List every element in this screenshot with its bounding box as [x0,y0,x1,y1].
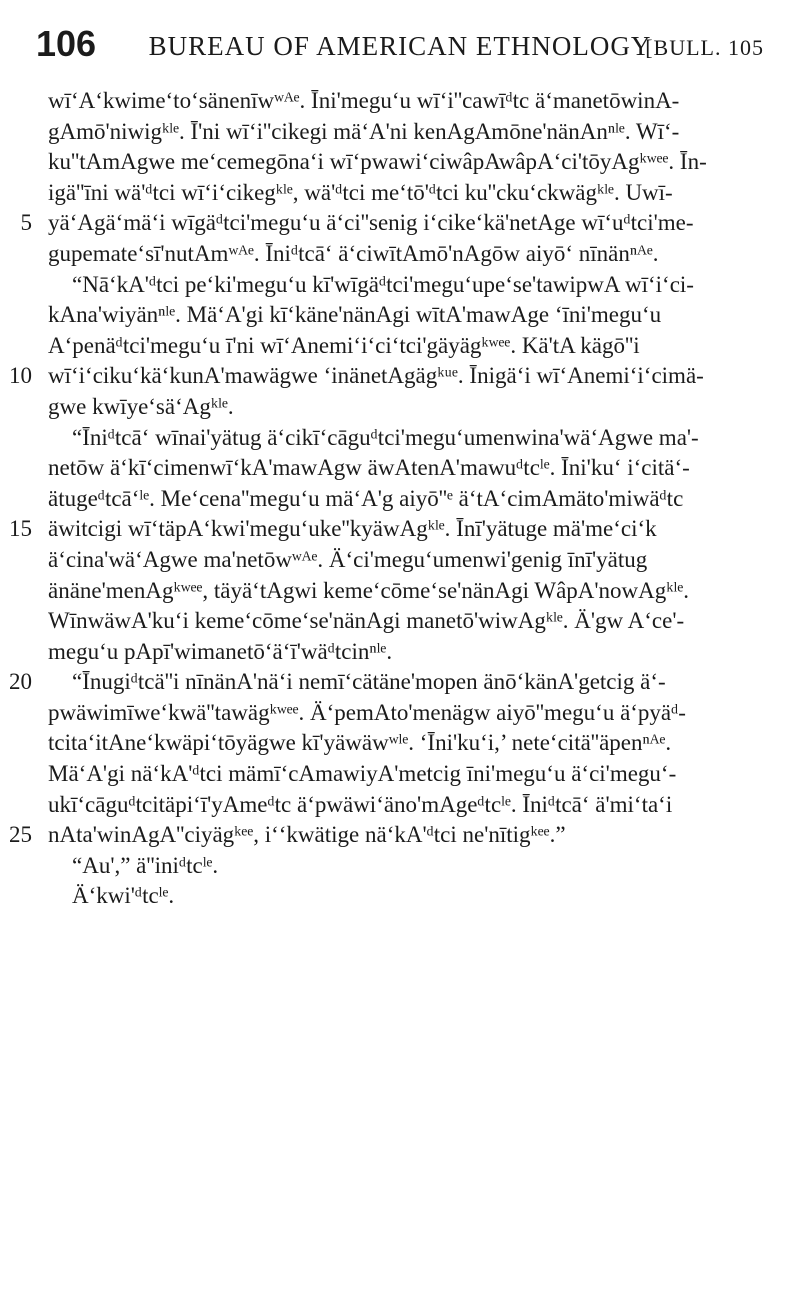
line-text: “Au',” ä''iniᵈtcˡᵉ. [72,852,219,878]
text-line [36,331,764,362]
line-text: ätugeᵈtcāʻˡᵉ. Meʻcena''meguʻu mäʻA'g aiyō''ᵉ äʻtAʻcimAmäto'miwäᵈtc [48,485,684,511]
text-line [20,208,764,239]
text-line [36,147,764,178]
page-number: 106 [36,23,97,64]
line-text: pwäwimīweʻkwä''tawägᵏʷᵉᵉ. ÄʻpemAto'menägw aiyō''meguʻu äʻpyäᵈ- [48,699,686,725]
line-number: 25 [9,822,32,848]
line-text: Aʻpenäᵈtci'meguʻu ī'ni wīʻAnemiʻiʻciʻtci'gäyägᵏʷᵉᵉ. Kä'tA kägō''i [48,332,640,358]
line-number: 10 [9,363,32,389]
text-line [36,392,764,423]
line-text: gupemateʻsī'nutAmʷᴬᵉ. Īniᵈtcāʻ äʻciwītAmō'nAgōw aiyōʻ nīnänⁿᴬᵉ. [48,240,659,266]
text-line [36,300,764,331]
line-text: netōw äʻkīʻcimenwīʻkA'mawAgw äwAtenA'mawuᵈtcˡᵉ. Īni'kuʻ iʻcitäʻ- [48,455,690,481]
line-text: tcitaʻitAneʻkwäpiʻtōyägwe kī'yäwäwʷˡᵉ. ‘Īni'kuʻi,’ neteʻcitä''äpenⁿᴬᵉ. [48,730,672,756]
line-text: MäʻA'gi näʻkA'ᵈtci mämīʻcAmawiyA'metcig īni'meguʻu äʻci'meguʻ- [48,761,677,787]
text-line [36,698,764,729]
line-text: “Īnugiᵈtcä''i nīnänA'näʻi nemīʻcätäne'mopen änōʻkänA'getcig äʻ- [72,669,666,695]
line-text: äʻcina'wäʻAgwe ma'netōwʷᴬᵉ. Äʻci'meguʻumenwi'genig īnī'yätug [48,546,648,572]
text-line [36,728,764,759]
text-line [36,239,764,270]
text-line [36,790,764,821]
text-line [9,514,764,545]
line-text: “Īniᵈtcāʻ wīnai'yätug äʻcikīʻcāguᵈtci'meguʻumenwina'wäʻAgwe ma'- [72,424,699,450]
text-line [9,361,764,392]
text-line [36,576,764,607]
text-line [36,851,764,882]
page-header [36,20,764,68]
line-text: kAna'wiyänⁿˡᵉ. MäʻA'gi kīʻkäne'nänAgi wītA'mawAge ʻīni'meguʻu [48,302,662,328]
line-text: “NāʻkA'ᵈtci peʻki'meguʻu kī'wīgäᵈtci'meguʻupeʻse'tawipwA wīʻiʻci- [72,271,694,297]
line-text: WīnwäwA'kuʻi kemeʻcōmeʻse'nänAgi manetō'wiwAgᵏˡᵉ. Ä'gw Aʻce'- [48,608,685,634]
line-number: 5 [20,210,32,236]
line-text: ukīʻcāguᵈtcitäpiʻī'yAmeᵈtc äʻpwäwiʻäno'mAgeᵈtcˡᵉ. Īniᵈtcāʻ ä'miʻtaʻi [48,791,673,817]
line-text: gAmō'niwigᵏˡᵉ. Ī'ni wīʻi''cikegi mäʻA'ni kenAgAmōne'nänAnⁿˡᵉ. Wīʻ- [48,118,680,144]
text-line [36,423,764,454]
line-number: 20 [9,669,32,695]
bulletin-reference: [BULL. 105 [645,35,764,60]
text-line [36,484,764,515]
line-text: igä''īni wä'ᵈtci wīʻiʻcikegᵏˡᵉ, wä'ᵈtci meʻtō'ᵈtci ku''ckuʻckwägᵏˡᵉ. Uwī- [48,179,673,205]
text-line [36,178,764,209]
text-line [9,667,764,698]
text-line [36,86,764,117]
text-line [36,606,764,637]
text-line [36,881,764,912]
line-number: 15 [9,516,32,542]
line-text: äwitcigi wīʻtäpAʻkwi'meguʻuke''kyäwAgᵏˡᵉ. Īnī'yätuge mä'meʻciʻk [48,516,657,542]
line-text: ku''tAmAgwe meʻcemegōnaʻi wīʻpwawiʻciwâpAwâpAʻci'tōyAgᵏʷᵉᵉ. Īn- [48,149,707,175]
text-line [36,759,764,790]
text-line [36,117,764,148]
line-text: nAta'winAgA''ciyägᵏᵉᵉ, iʻʻkwätige näʻkA'ᵈtci ne'nītigᵏᵉᵉ.” [48,822,566,848]
line-text: Äʻkwi'ᵈtcˡᵉ. [72,883,175,909]
text-line [36,453,764,484]
text-line [9,820,764,851]
line-text: yäʻAgäʻmäʻi wīgäᵈtci'meguʻu äʻci''senig iʻcikeʻkä'netAge wīʻuᵈtci'me- [48,210,694,236]
line-text: meguʻu pApī'wimanetōʻäʻī'wäᵈtcinⁿˡᵉ. [48,638,393,664]
line-text: änäne'menAgᵏʷᵉᵉ, täyäʻtAgwi kemeʻcōmeʻse'nänAgi WâpA'nowAgᵏˡᵉ. [48,577,689,603]
line-text: gwe kwīyeʻsäʻAgᵏˡᵉ. [48,393,234,419]
body-text [9,86,764,912]
text-line [36,637,764,668]
line-text: wīʻiʻcikuʻkäʻkunA'mawägwe ʻinänetAgägᵏᵘᵉ. Īnigäʻi wīʻAnemiʻiʻcimä- [48,363,704,389]
running-title: BUREAU OF AMERICAN ETHNOLOGY [148,31,652,61]
text-line [36,270,764,301]
text-line [36,545,764,576]
line-text: wīʻAʻkwimeʻtoʻsänenīwʷᴬᵉ. Īni'meguʻu wīʻi''cawīᵈtc äʻmanetōwinA- [48,88,680,113]
